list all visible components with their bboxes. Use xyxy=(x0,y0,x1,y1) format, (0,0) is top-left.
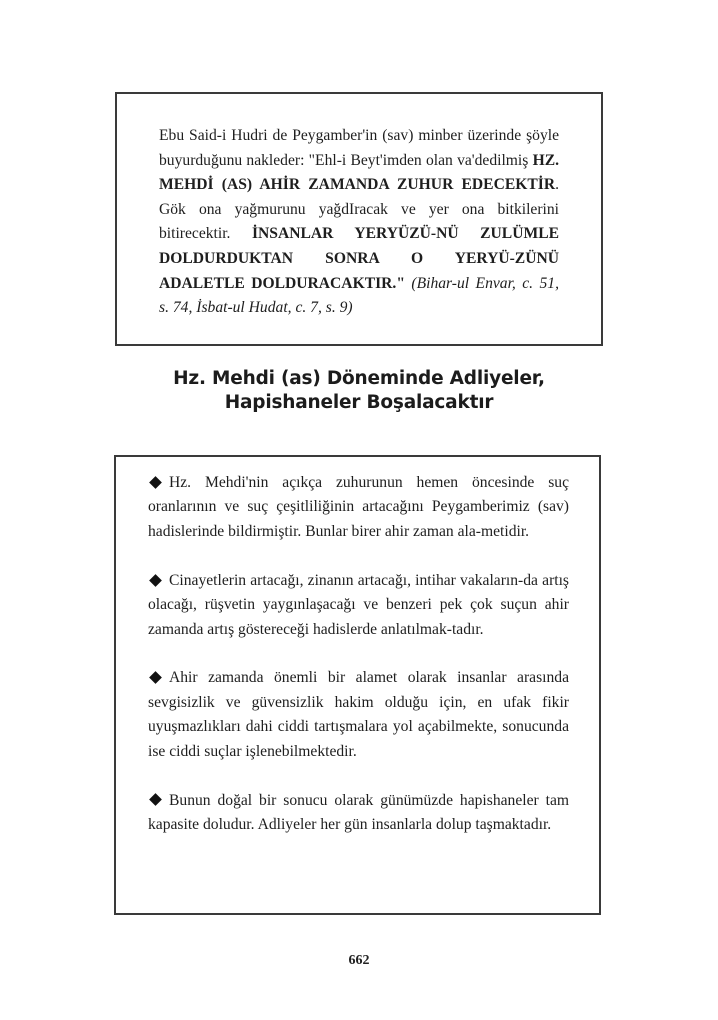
bullets-box xyxy=(114,455,601,915)
bullet-text: Bunun doğal bir sonucu olarak günümüzde hapishaneler tam kapasite doludur. Adliyeler her gün insanlarla dolup taşmaktadır. xyxy=(148,791,569,833)
quote-bold-justice: İNSANLAR YERYÜZÜ-NÜ ZULÜMLE DOLDURDUKTAN SONRA O YERYÜ-ZÜNÜ ADALETLE DOLDURACAKTIR." xyxy=(159,225,559,292)
diamond-bullet-icon xyxy=(149,476,162,489)
diamond-bullet-icon xyxy=(149,671,162,684)
section-title xyxy=(0,367,718,415)
quote-intro: Ebu Said-i Hudri de Peygamber'in (sav) minber üzerinde şöyle buyurduğunu nakleder: "Ehl-i Beyt'imden olan va'dedilmiş xyxy=(159,127,559,169)
quote-paragraph xyxy=(159,124,559,321)
quote-bold-prophecy: HZ. MEHDİ (AS) AHİR ZAMANDA ZUHUR EDECEKTİR xyxy=(159,151,559,194)
quote-middle: . Gök ona yağmurunu yağdIracak ve yer ona bitkilerini bitirecektir. xyxy=(159,176,559,243)
bullet-text: Hz. Mehdi'nin açıkça zuhurunun hemen öncesinde suç oranlarının ve suç çeşitliliğinin artacağını Peygamberimiz (sav) hadislerinde bildirmiştir. Bunlar birer ahir zaman ala-metidir. xyxy=(148,474,569,540)
section-title-line-2: Hapishaneler Boşalacaktır xyxy=(224,392,494,413)
bullet-item xyxy=(148,471,569,544)
quote-citation: (Bihar-ul Envar, c. 51, s. 74, İsbat-ul Hudat, c. 7, s. 9) xyxy=(159,274,559,317)
page-number: 662 xyxy=(348,953,370,968)
bullet-item xyxy=(148,789,569,838)
bullet-text: Cinayetlerin artacağı, zinanın artacağı, intihar vakaların-da artış olacağı, rüşvetin yaygınlaşacağı ve benzeri pek çok suçun ahir zamanda artış göstereceği hadislerde anlatılmak-tadır. xyxy=(148,571,569,638)
bullet-text: Ahir zamanda önemli bir alamet olarak insanlar arasında sevgisizlik ve güvensizlik hakim olduğu için, en ufak fikir uyuşmazlıkları dahi ciddi tartışmalara yol açabilmekte, sonucunda ise ciddi suçlar işlenebilmektedir. xyxy=(148,669,569,760)
bullet-item xyxy=(148,569,569,642)
quote-box xyxy=(115,92,603,346)
diamond-bullet-icon xyxy=(149,794,162,807)
diamond-bullet-icon xyxy=(149,574,162,587)
section-title-line-1: Hz. Mehdi (as) Döneminde Adliyeler, xyxy=(173,368,545,389)
bullet-item xyxy=(148,666,569,764)
